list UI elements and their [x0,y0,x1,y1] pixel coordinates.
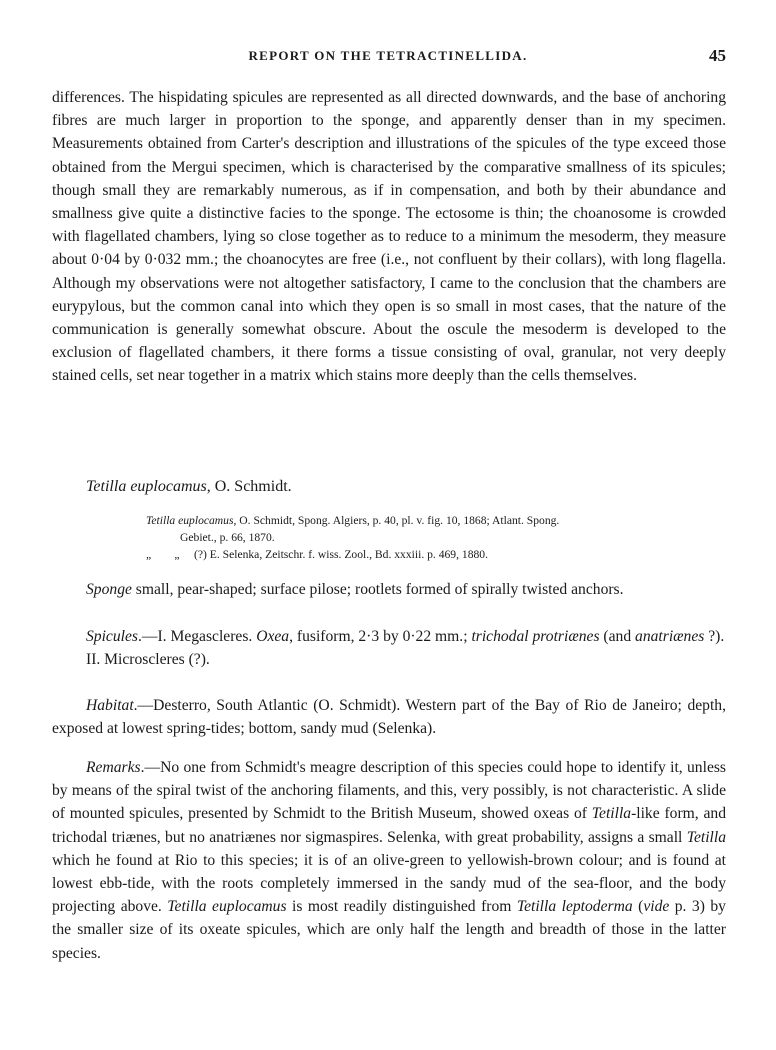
habitat-text: .—Desterro, South Atlantic (O. Schmidt). Western part of the Bay of Rio de Janeiro; depth, exposed at lowest spring-tides; bottom, sandy mud (Selenka). [52,697,726,738]
synonymy-ref-1-text: , O. Schmidt, Spong. Algiers, p. 40, pl. v. fig. 10, 1868; Atlant. Spong. [233,514,560,527]
spicules-protriaenes: trichodal protriænes [471,628,600,645]
spicules-oxea-size: , fusiform, 2·3 by 0·22 mm.; [289,628,472,645]
sponge-paragraph [52,578,726,601]
synonymy-ref-1-continuation: Gebiet., p. 66, 1870. [180,531,275,544]
running-title: REPORT ON THE TETRACTINELLIDA. [248,48,528,63]
remarks-tetilla-1: Tetilla [591,805,632,823]
spicules-question: ?). [704,628,725,645]
remarks-text-6: p. 3) by the smaller size of its oxeate spicules, which are only half the length and breadth of those in the latter species. [52,898,726,962]
ditto-marks: „ „ [146,548,180,561]
remarks-vide: vide [643,898,670,916]
spicules-and: (and [603,628,636,645]
species-authority: , O. Schmidt. [206,478,292,495]
remarks-text-4: is most readily distinguished from [286,898,517,916]
habitat-paragraph [52,694,726,740]
spicules-oxea: Oxea [256,628,290,645]
remarks-paragraph [52,756,726,965]
intro-paragraph-block [52,86,726,388]
remarks-euplocamus: Tetilla euplocamus [167,898,287,916]
page-header [0,46,776,70]
sponge-section [52,578,726,601]
remarks-text-1: .—No one from Schmidt's meagre description of this species could hope to identify it, unless by means of the spiral twist of the anchoring filaments, and this, very possibly, is not characteristic. A slide of mounted spicules, presented by Schmidt to the British Museum, showed oxeas of [52,759,726,823]
remarks-tetilla-2: Tetilla [686,828,726,846]
spicules-paragraph [52,625,726,648]
spicules-label: Spicules [86,628,138,645]
synonymy-ref-1 [146,512,726,529]
remarks-text-3: which he found at Rio to this species; it is of an olive-green to yellowish-brown colour; and is found at lowest ebb-tide, with the roots completely immersed in the sandy mud of the sea-floor, and the body projecting above. [52,851,726,916]
sponge-label: Sponge [86,581,132,598]
intro-paragraph: differences. The hispidating spicules are represented as all directed downwards, and the base of anchoring fibres are much larger in proportion to the sponge, and apparently denser than in my specimen. Measurements obtained from Carter's description and illustrations of the spicules of the type exceed those obtained from the Mergui specimen, which is characterised by the comparative smallness of its spicules; though small they are remarkably numerous, as if in compensation, and both by their abundance and smallness give quite a distinctive facies to the sponge. The ectosome is thin; the choanosome is crowded with flagellated chambers, lying so close together as to reduce to a minimum the mesoderm, they measure about 0·04 by 0·032 mm.; the choanocytes are free (i.e., not confluent by their collars), with long flagella. Although my observations were not altogether satisfactory, I came to the conclusion that the chambers are eurypylous, but the common canal into which they open is so small in most cases, that the nature of the communication is generally somewhat obscure. About the oscule the mesoderm is developed to the exclusion of flagellated chambers, it there forms a tissue consisting of oval, granular, not very deeply stained cells, set near together in a matrix which stains more deeply than the cells themselves. [52,89,726,385]
synonymy-list [146,512,726,563]
synonymy-ref-1-name: Tetilla euplocamus [146,514,234,527]
habitat-section [52,694,726,740]
sponge-text: small, pear-shaped; surface pilose; rootlets formed of spirally twisted anchors. [131,581,624,598]
spicules-anatriaenes: anatriænes [635,628,705,645]
synonymy-ref-2-text: (?) E. Selenka, Zeitschr. f. wiss. Zool., Bd. xxxiii. p. 469, 1880. [193,548,488,561]
remarks-text-5: ( [632,898,644,916]
page-number: 45 [709,46,726,65]
habitat-label: Habitat [86,697,134,714]
remarks-leptoderma: Tetilla leptoderma [516,898,633,916]
remarks-text-2: -like form, and trichodal triænes, but no anatriænes nor sigmaspires. Selenka, with great probability, assigns a small [52,805,726,846]
microscleres-line: II. Microscleres (?). [86,651,210,669]
species-heading [86,478,292,496]
spicules-megascleres: .—I. Megascleres. [137,628,257,645]
synonymy-ref-2 [146,546,726,563]
remarks-label: Remarks [86,759,141,776]
species-name: Tetilla euplocamus [86,478,207,495]
remarks-section [52,756,726,965]
spicules-section [52,625,726,671]
